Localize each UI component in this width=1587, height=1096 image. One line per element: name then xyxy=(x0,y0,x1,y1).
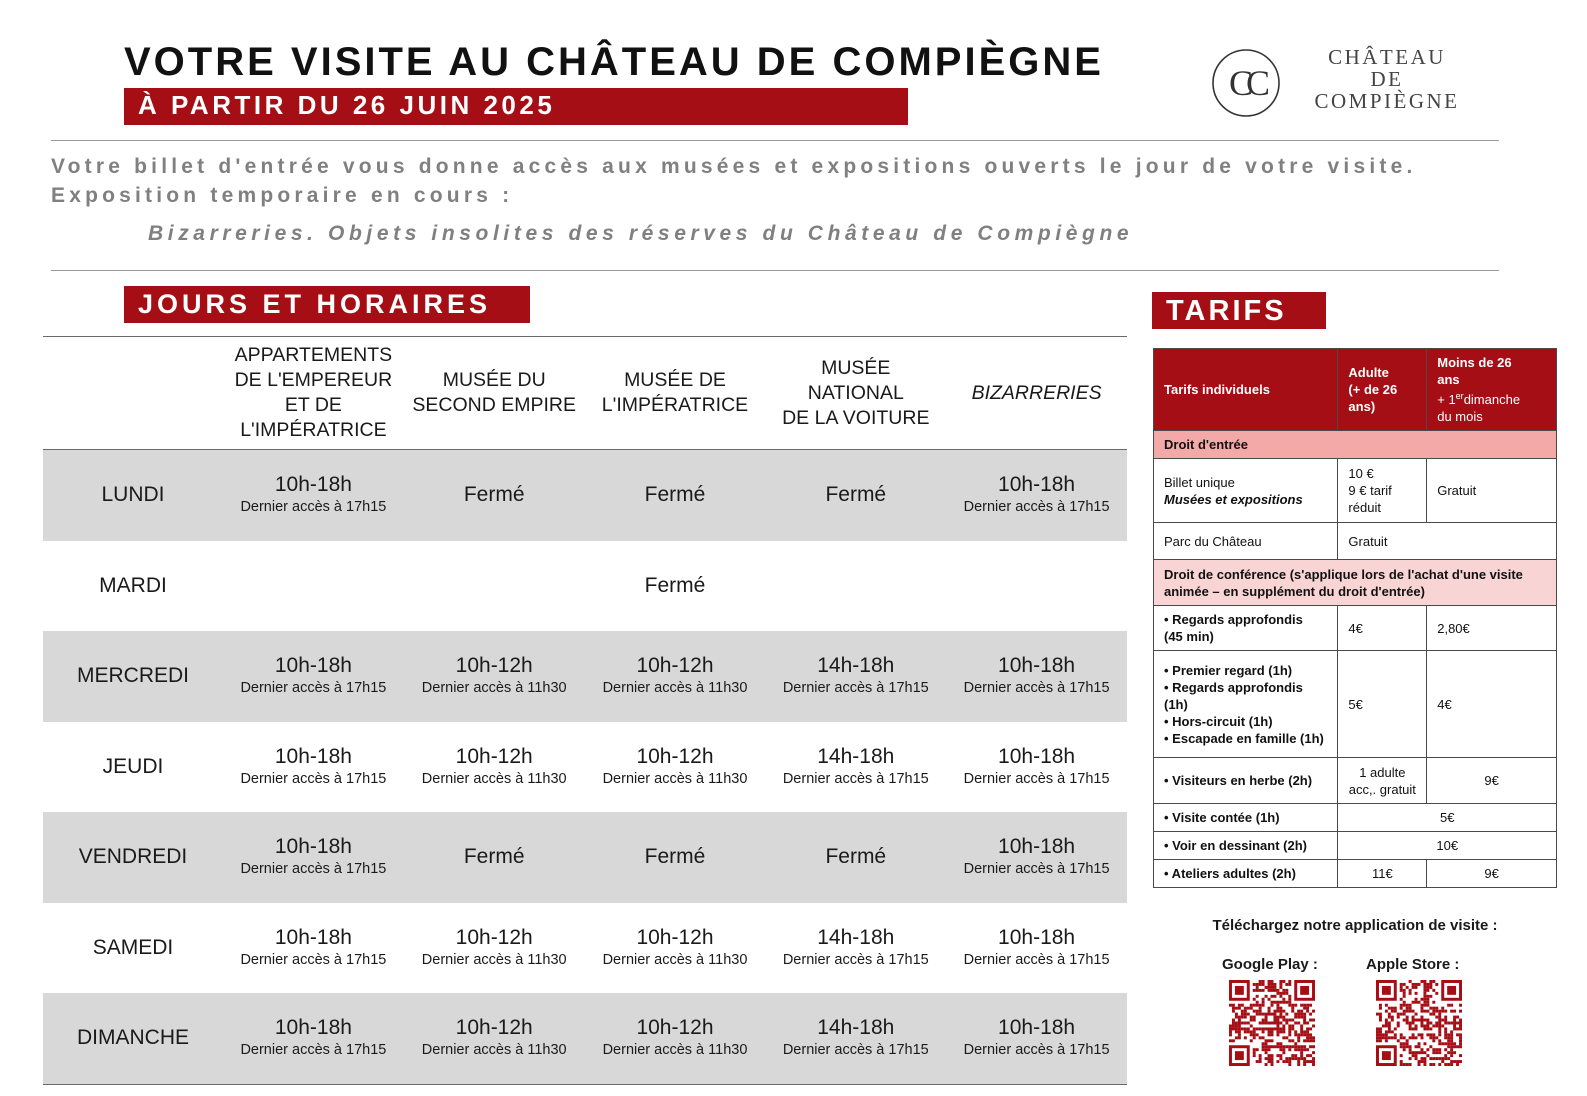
price-line: réduit xyxy=(1348,500,1381,515)
tarif-moins26: 2,80€ xyxy=(1427,606,1557,651)
price-line: 9 € tarif xyxy=(1348,483,1392,498)
hours-cell xyxy=(404,845,585,869)
hours-cell xyxy=(404,1016,585,1060)
tarif-row xyxy=(1154,459,1557,523)
column-header xyxy=(585,337,766,449)
hours-cell xyxy=(946,473,1127,517)
hours-cell xyxy=(946,654,1127,698)
google-play-qr-icon[interactable] xyxy=(1229,980,1315,1066)
parc-value: Gratuit xyxy=(1338,523,1557,560)
tarif-value: 5€ xyxy=(1338,804,1557,832)
hours-cell xyxy=(765,845,946,869)
opening-hours: 10h-18h xyxy=(274,835,352,859)
schedule-row-mardi xyxy=(43,541,1127,632)
header-line: ans xyxy=(1437,372,1460,387)
logo-line: DE xyxy=(1370,67,1404,91)
logo-line: COMPIÈGNE xyxy=(1314,89,1460,113)
price-line: 10 € xyxy=(1348,466,1374,481)
schedule-heading: JOURS ET HORAIRES xyxy=(124,286,530,323)
opening-hours: 10h-12h xyxy=(636,925,714,949)
tarif-row xyxy=(1154,832,1557,860)
opening-hours: 14h-18h xyxy=(817,925,895,949)
tarif-moins26: 9€ xyxy=(1427,758,1557,804)
last-entry-note: Dernier accès à 17h15 xyxy=(240,680,387,697)
logo-line: CHÂTEAU xyxy=(1328,45,1446,69)
schedule-row-dimanche xyxy=(43,993,1127,1084)
tarif-header-adulte xyxy=(1338,349,1427,431)
tarif-adulte xyxy=(1338,459,1427,523)
intro-line-1: Votre billet d'entrée vous donne accès aux musées et expositions ouverts le jour de votre visite. xyxy=(51,155,1417,178)
opening-hours: 10h-18h xyxy=(998,473,1076,497)
day-label: SAMEDI xyxy=(92,935,174,959)
last-entry-note: Dernier accès à 17h15 xyxy=(240,1042,387,1059)
day-label: MERCREDI xyxy=(76,664,189,688)
tarif-section-row xyxy=(1154,431,1557,459)
opening-hours: 10h-12h xyxy=(455,925,533,949)
apple-store-qr-icon[interactable] xyxy=(1376,980,1462,1066)
price-line: 1 adulte xyxy=(1359,764,1406,780)
header-line: ans) xyxy=(1348,399,1376,414)
column-header-text xyxy=(412,368,576,418)
label-line: • Regards approfondis xyxy=(1164,612,1303,627)
hours-cell xyxy=(585,1016,766,1060)
logo-monogram-text: CC xyxy=(1228,63,1264,103)
hours-cell xyxy=(585,745,766,789)
opening-hours: 10h-18h xyxy=(998,835,1076,859)
opening-hours: 10h-18h xyxy=(998,925,1076,949)
last-entry-note: Dernier accès à 11h30 xyxy=(421,770,567,787)
header-line: (+ de 26 xyxy=(1348,382,1398,397)
last-entry-note: Dernier accès à 17h15 xyxy=(963,861,1110,878)
last-entry-note: Dernier accès à 11h30 xyxy=(421,951,567,968)
tarif-adulte xyxy=(1338,758,1427,804)
column-header-text xyxy=(235,343,393,443)
hours-cell xyxy=(946,1016,1127,1060)
day-label: LUNDI xyxy=(101,483,165,507)
subtitle-text: À PARTIR DU 26 JUIN 2025 xyxy=(138,90,556,120)
hours-cell xyxy=(765,654,946,698)
first-sunday-suffix: dimanche xyxy=(1463,392,1521,407)
hours-cell xyxy=(404,654,585,698)
hours-cell xyxy=(585,483,766,507)
hours-cell xyxy=(223,654,404,698)
schedule-row-mercredi xyxy=(43,631,1127,722)
parc-label: Parc du Château xyxy=(1154,523,1338,560)
tarif-row xyxy=(1154,523,1557,560)
column-header-line: DE L'EMPEREUR xyxy=(234,369,393,391)
opening-hours: 14h-18h xyxy=(817,744,895,768)
tarif-moins26: 9€ xyxy=(1427,860,1557,888)
last-entry-note: Dernier accès à 17h15 xyxy=(240,951,387,968)
subtitle-banner xyxy=(124,88,908,125)
schedule-table xyxy=(43,336,1127,1085)
tarif-label: • Visiteurs en herbe (2h) xyxy=(1154,758,1338,804)
day-label: JEUDI xyxy=(102,754,164,778)
tarif-adulte: 5€ xyxy=(1338,651,1427,758)
tarif-value: 10€ xyxy=(1338,832,1557,860)
last-entry-note: Dernier accès à 11h30 xyxy=(602,770,748,787)
tarif-row xyxy=(1154,758,1557,804)
first-sunday-prefix: + 1 xyxy=(1437,392,1456,407)
divider-top xyxy=(51,140,1499,141)
label-line: (45 min) xyxy=(1164,629,1214,644)
label-line: • Hors-circuit (1h) xyxy=(1164,713,1273,729)
column-header-line: MUSÉE DU xyxy=(442,369,546,391)
hours-cell xyxy=(223,473,404,517)
chateau-logo xyxy=(1210,44,1480,124)
tarifs-table xyxy=(1153,348,1557,888)
google-play-label: Google Play : xyxy=(1222,956,1318,973)
closed-label: Fermé xyxy=(644,845,706,869)
column-header-line: DE LA VOITURE xyxy=(782,406,930,429)
opening-hours: 10h-18h xyxy=(998,744,1076,768)
hours-cell xyxy=(946,926,1127,970)
label-line: • Premier regard (1h) xyxy=(1164,662,1293,678)
column-header-line: NATIONAL xyxy=(807,381,904,404)
opening-hours: 10h-18h xyxy=(998,1016,1076,1040)
opening-hours: 10h-12h xyxy=(636,654,714,678)
opening-hours: 14h-18h xyxy=(817,1016,895,1040)
last-entry-note: Dernier accès à 17h15 xyxy=(240,499,387,516)
label-line: • Regards approfondis xyxy=(1164,679,1303,695)
column-header xyxy=(404,337,585,449)
opening-hours: 10h-18h xyxy=(274,654,352,678)
hours-cell xyxy=(765,483,946,507)
column-header-line: SECOND EMPIRE xyxy=(412,394,576,416)
schedule-rows xyxy=(43,450,1127,1084)
hours-cell xyxy=(585,926,766,970)
tarif-label xyxy=(1154,606,1338,651)
opening-hours: 10h-12h xyxy=(636,1016,714,1040)
column-header-line: BIZARRERIES xyxy=(971,381,1102,404)
intro-text xyxy=(51,152,1416,210)
hours-cell xyxy=(404,483,585,507)
tarif-label: • Ateliers adultes (2h) xyxy=(1154,860,1338,888)
first-sunday-sup: er xyxy=(1455,391,1464,401)
last-entry-note: Dernier accès à 17h15 xyxy=(240,770,387,787)
schedule-bottom-rule xyxy=(43,1084,1127,1085)
hours-cell xyxy=(223,1016,404,1060)
tarif-header-label: Tarifs individuels xyxy=(1154,349,1338,431)
page-title: VOTRE VISITE AU CHÂTEAU DE COMPIÈGNE xyxy=(124,40,1104,84)
hours-cell xyxy=(946,745,1127,789)
column-header-line: ET DE xyxy=(284,394,342,416)
schedule-row-jeudi xyxy=(43,722,1127,813)
opening-hours: 10h-12h xyxy=(455,744,533,768)
tarif-label xyxy=(1154,651,1338,758)
tarif-adulte: 4€ xyxy=(1338,606,1427,651)
price-line: acc,. gratuit xyxy=(1348,781,1416,797)
last-entry-note: Dernier accès à 17h15 xyxy=(782,951,929,968)
exhibition-title: Bizarreries. Objets insolites des réserves du Château de Compiègne xyxy=(148,222,1134,245)
divider-middle xyxy=(51,270,1499,271)
closed-label: Fermé xyxy=(644,483,706,507)
last-entry-note: Dernier accès à 17h15 xyxy=(963,951,1110,968)
last-entry-note: Dernier accès à 11h30 xyxy=(421,680,567,697)
opening-hours: 10h-12h xyxy=(455,1016,533,1040)
opening-hours: 10h-18h xyxy=(274,473,352,497)
tarif-row xyxy=(1154,651,1557,758)
closed-label: Fermé xyxy=(825,483,887,507)
schedule-row-lundi xyxy=(43,450,1127,541)
last-entry-note: Dernier accès à 11h30 xyxy=(421,1042,567,1059)
logo-monogram-icon xyxy=(1210,47,1282,119)
column-header-line: MUSÉE xyxy=(821,356,891,379)
hours-cell xyxy=(223,745,404,789)
hours-cell xyxy=(223,926,404,970)
tarif-header-moins26 xyxy=(1427,349,1557,431)
hours-cell xyxy=(765,926,946,970)
opening-hours: 10h-18h xyxy=(274,925,352,949)
opening-hours: 10h-12h xyxy=(636,744,714,768)
column-header-line: APPARTEMENTS xyxy=(234,344,393,366)
closed-label: Fermé xyxy=(463,483,525,507)
opening-hours: 10h-18h xyxy=(998,654,1076,678)
schedule-row-samedi xyxy=(43,903,1127,994)
day-label: VENDREDI xyxy=(78,845,188,869)
column-header-line: L'IMPÉRATRICE xyxy=(601,394,749,416)
closed-all-day: Fermé xyxy=(644,573,706,597)
tarif-section-row xyxy=(1154,560,1557,606)
tarif-row xyxy=(1154,860,1557,888)
day-column-header xyxy=(43,337,223,449)
last-entry-note: Dernier accès à 17h15 xyxy=(782,680,929,697)
tarif-row xyxy=(1154,606,1557,651)
app-download-title: Téléchargez notre application de visite : xyxy=(1212,917,1498,934)
intro-line-2: Exposition temporaire en cours : xyxy=(51,184,514,207)
last-entry-note: Dernier accès à 11h30 xyxy=(602,951,748,968)
column-header-text xyxy=(972,381,1102,406)
header-line: Moins de 26 xyxy=(1437,355,1512,370)
hours-cell xyxy=(765,745,946,789)
logo-wordmark xyxy=(1302,46,1472,112)
header-line xyxy=(1437,388,1546,408)
header-line: Adulte xyxy=(1348,365,1389,380)
tarifs-heading: TARIFS xyxy=(1152,292,1326,329)
apple-store-label: Apple Store : xyxy=(1366,956,1460,973)
column-header xyxy=(946,337,1127,449)
closed-label: Fermé xyxy=(825,845,887,869)
hours-cell xyxy=(404,745,585,789)
opening-hours: 10h-18h xyxy=(274,1016,352,1040)
hours-cell xyxy=(585,654,766,698)
column-header xyxy=(765,337,946,449)
day-label: MARDI xyxy=(99,573,167,597)
hours-cell xyxy=(223,835,404,879)
column-header xyxy=(223,337,404,449)
tarif-row xyxy=(1154,804,1557,832)
opening-hours: 14h-18h xyxy=(817,654,895,678)
last-entry-note: Dernier accès à 17h15 xyxy=(240,861,387,878)
day-label: DIMANCHE xyxy=(76,1026,189,1050)
last-entry-note: Dernier accès à 17h15 xyxy=(963,1042,1110,1059)
hours-cell xyxy=(404,926,585,970)
tarif-moins26: 4€ xyxy=(1427,651,1557,758)
tarif-label xyxy=(1154,459,1338,523)
tarif-label: • Visite contée (1h) xyxy=(1154,804,1338,832)
column-header-text xyxy=(602,368,748,418)
last-entry-note: Dernier accès à 17h15 xyxy=(782,1042,929,1059)
schedule-row-vendredi xyxy=(43,812,1127,903)
hours-cell xyxy=(585,845,766,869)
last-entry-note: Dernier accès à 17h15 xyxy=(963,770,1110,787)
billet-unique-label: Billet unique xyxy=(1164,474,1235,490)
column-header-line: MUSÉE DE xyxy=(624,369,726,391)
schedule-header-row xyxy=(43,337,1127,450)
last-entry-note: Dernier accès à 11h30 xyxy=(602,1042,748,1059)
label-line: (1h) xyxy=(1164,696,1188,712)
column-header-line: L'IMPÉRATRICE xyxy=(240,419,387,441)
last-entry-note: Dernier accès à 17h15 xyxy=(963,499,1110,516)
tarif-header-row xyxy=(1154,349,1557,431)
tarif-adulte: 11€ xyxy=(1338,860,1427,888)
header-line: du mois xyxy=(1437,409,1483,424)
column-header-text xyxy=(782,356,929,431)
last-entry-note: Dernier accès à 17h15 xyxy=(963,680,1110,697)
opening-hours: 10h-18h xyxy=(274,744,352,768)
section-droit-entree: Droit d'entrée xyxy=(1154,431,1557,459)
opening-hours: 10h-12h xyxy=(455,654,533,678)
last-entry-note: Dernier accès à 17h15 xyxy=(782,770,929,787)
label-line: • Escapade en famille (1h) xyxy=(1164,730,1324,746)
section-droit-conference: Droit de conférence (s'applique lors de l'achat d'une visite animée – en supplément du droit d'entrée) xyxy=(1154,560,1557,606)
closed-label: Fermé xyxy=(463,845,525,869)
hours-cell xyxy=(765,1016,946,1060)
last-entry-note: Dernier accès à 11h30 xyxy=(602,680,748,697)
hours-cell xyxy=(946,835,1127,879)
billet-unique-sub: Musées et expositions xyxy=(1164,491,1303,507)
tarif-moins26: Gratuit xyxy=(1427,459,1557,523)
tarif-label: • Voir en dessinant (2h) xyxy=(1154,832,1338,860)
